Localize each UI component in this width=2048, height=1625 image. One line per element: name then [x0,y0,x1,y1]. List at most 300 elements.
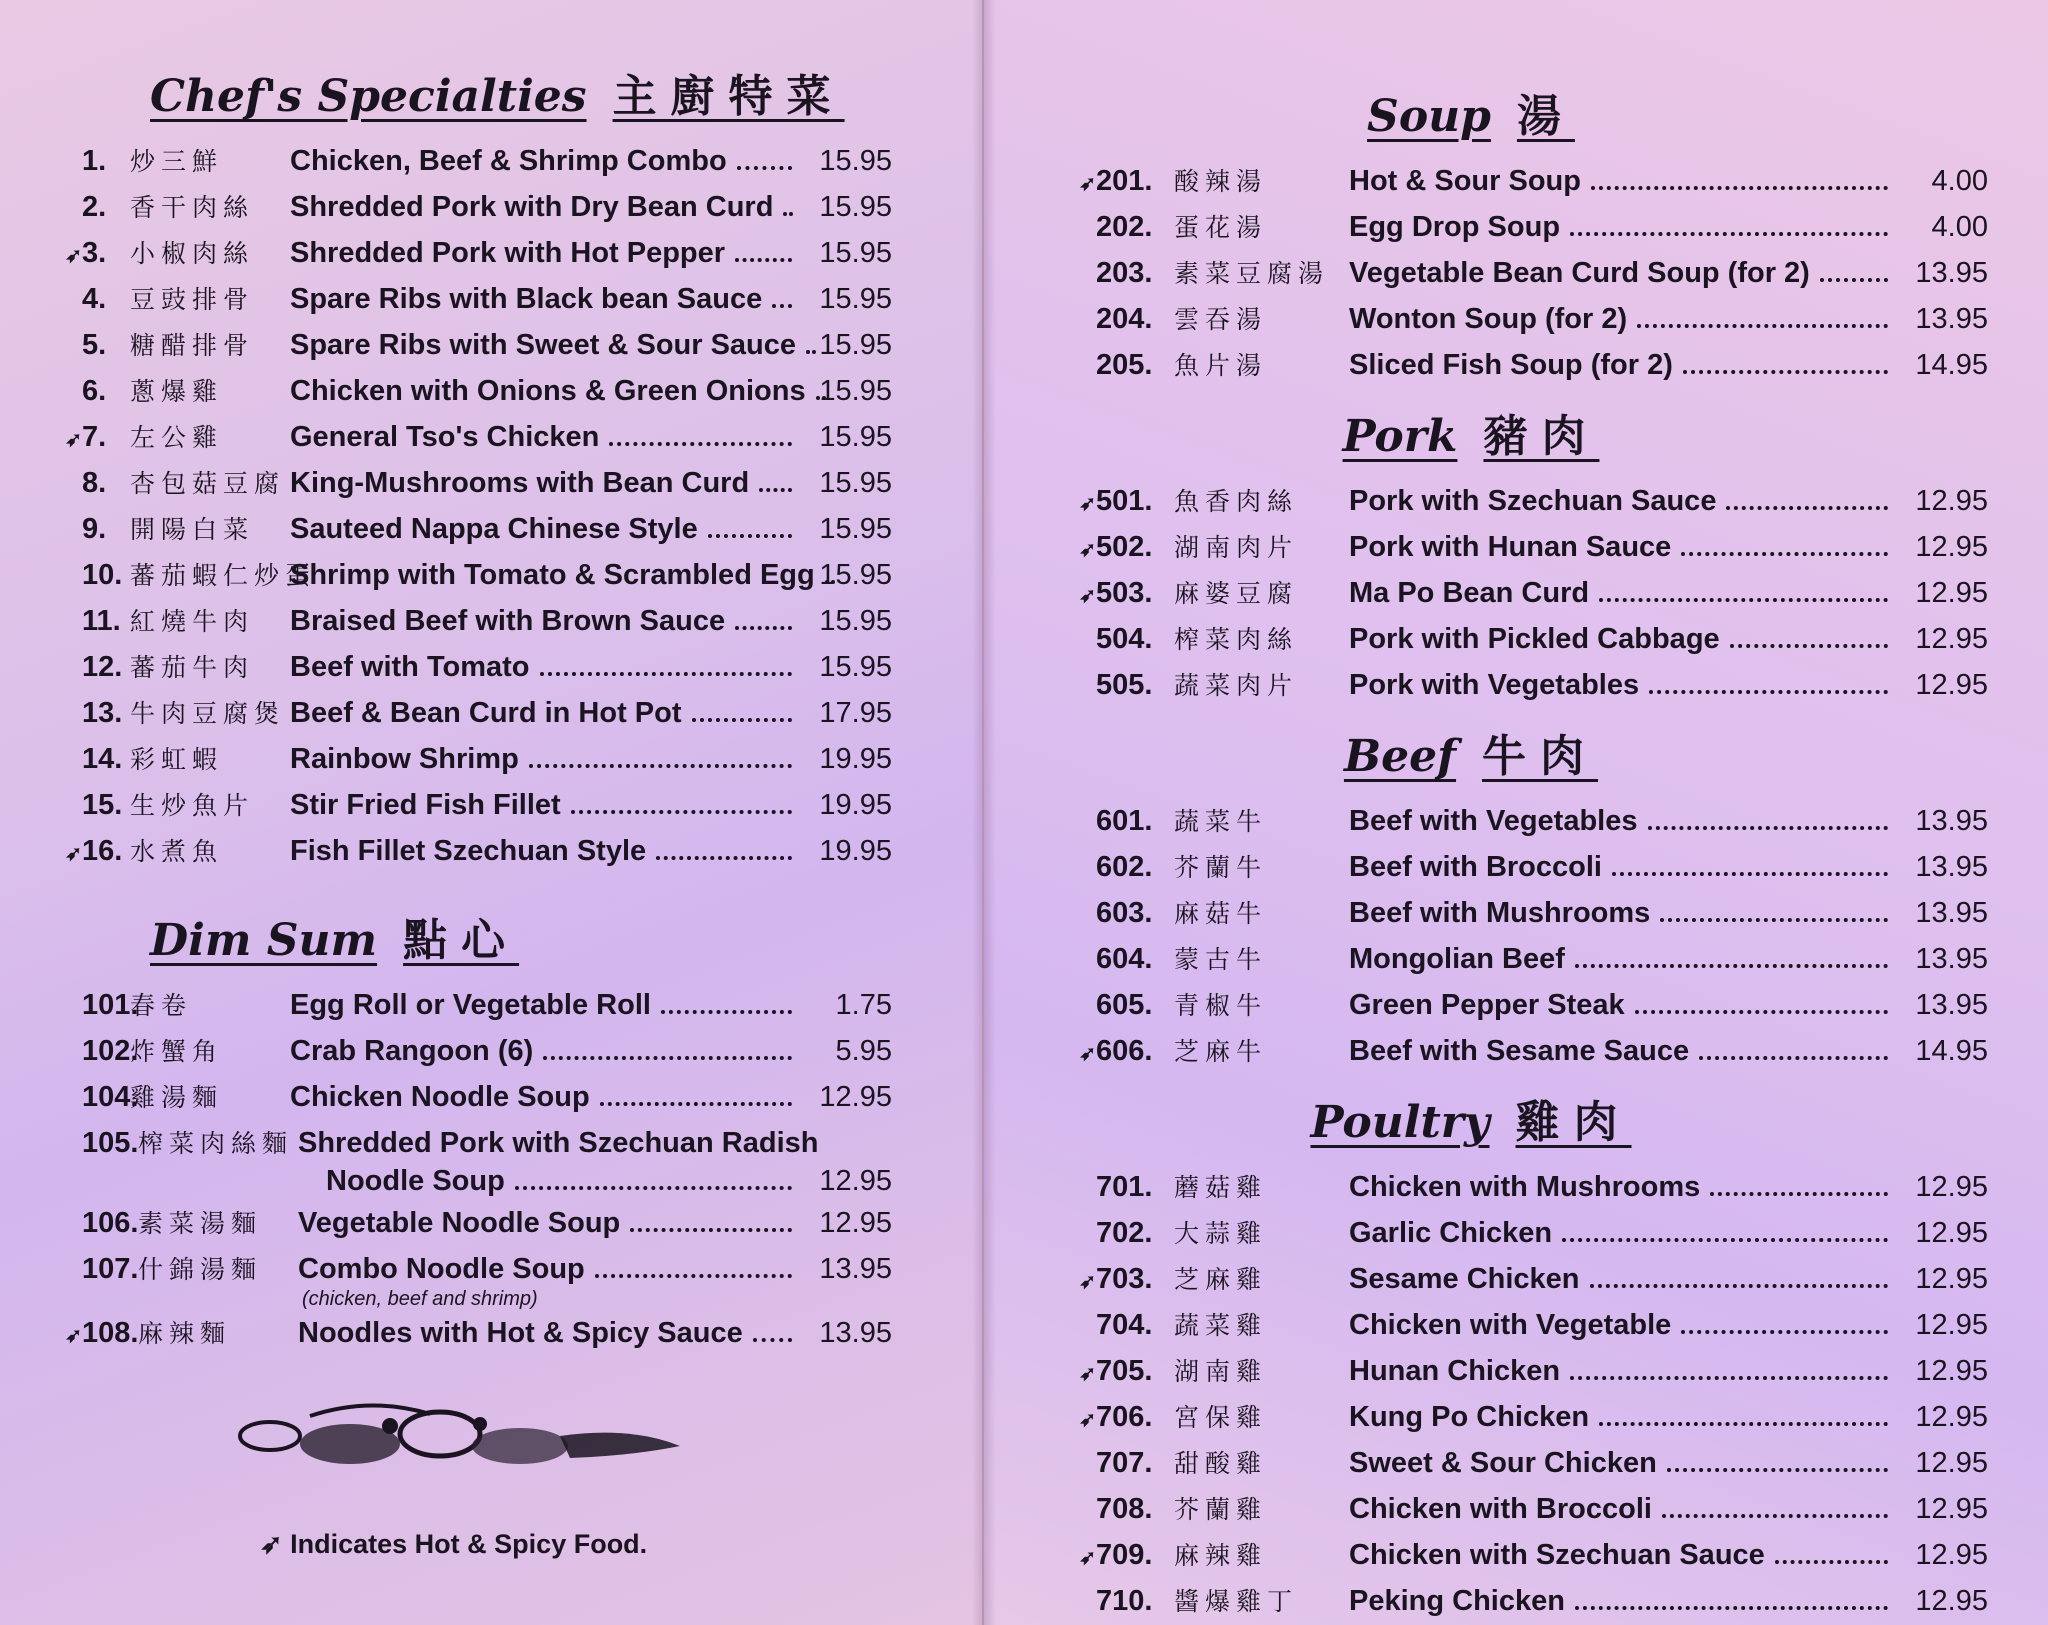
section-title-en: Pork [1342,411,1458,462]
dot-leader [543,1056,792,1060]
soup-list [1074,158,1988,388]
item-english-text: Spare Ribs with Black bean Sauce [290,283,763,315]
item-price: 13.95 [819,1253,892,1285]
item-english-line2-text: Noodle Soup [326,1165,505,1197]
item-english-name [290,230,800,276]
poultry-list [1074,1164,1988,1624]
item-english-name [1349,1028,1896,1074]
item-number: 14. [82,743,123,775]
spicy-icon: ➶ [65,843,82,865]
pork-list [1074,478,1988,708]
item-english-text: Sweet & Sour Chicken [1349,1447,1657,1479]
menu-item [1074,1164,1988,1210]
item-number: 6. [82,375,107,407]
item-english-text: Pork with Vegetables [1349,669,1640,701]
item-number: 10. [82,559,123,591]
item-english-name [290,368,806,414]
section-title-beef [1074,720,1988,784]
spicy-icon: ➶ [1079,493,1096,515]
spicy-icon: ➶ [1079,585,1096,607]
item-english-line1: Shredded Pork with Szechuan Radish [298,1127,819,1159]
item-chinese-name: 青椒牛 [1174,991,1268,1020]
menu-item [1074,158,1988,204]
item-number: 108. [82,1317,139,1349]
item-english-name [1349,890,1896,936]
item-price: 15.95 [819,237,892,269]
item-english-name [290,1074,800,1120]
menu-item [60,782,892,828]
item-number: 702. [1096,1217,1153,1249]
item-chinese-name: 醬爆雞丁 [1174,1587,1299,1616]
item-english-name [1349,1256,1896,1302]
menu-item [1074,342,1988,388]
menu-item [1074,844,1988,890]
item-chinese-name: 素菜湯麵 [138,1209,263,1238]
item-chinese-name: 素菜豆腐湯 [1174,259,1330,288]
item-english-text: Chicken with Broccoli [1349,1493,1652,1525]
item-price: 15.95 [819,605,892,637]
item-english-line1 [298,1250,892,1288]
dot-leader [1599,1422,1888,1426]
menu-item [60,1310,892,1356]
section-title-en: Chef's Specialties [150,71,587,122]
item-number: 201. [1096,165,1153,197]
item-english-name [298,1250,892,1310]
item-price: 13.95 [1915,303,1988,335]
item-english-text: Chicken with Szechuan Sauce [1349,1539,1765,1571]
item-english-name [298,1124,892,1200]
dot-leader [1681,552,1888,556]
menu-item [60,138,892,184]
item-number: 705. [1096,1355,1153,1387]
menu-item [1074,936,1988,982]
section-title-poultry [1074,1086,1988,1150]
menu-item [1074,204,1988,250]
menu-item [1074,1440,1988,1486]
item-number: 7. [82,421,107,453]
item-english-text: Hot & Sour Soup [1349,165,1581,197]
item-english-text: King-Mushrooms with Bean Curd [290,467,750,499]
item-price: 12.95 [1915,1585,1988,1617]
item-price: 12.95 [1915,1493,1988,1525]
menu-item [1074,478,1988,524]
item-english-name [1349,1440,1896,1486]
menu-item [1074,1578,1988,1624]
menu-item [1074,1394,1988,1440]
item-number: 605. [1096,989,1153,1021]
spicy-icon: ➶ [65,429,82,451]
item-price: 12.95 [1915,1309,1988,1341]
item-chinese-name: 水煮魚 [130,837,224,866]
dot-leader [1667,1468,1888,1472]
menu-item [1074,982,1988,1028]
item-price: 19.95 [819,743,892,775]
menu-item [1074,1210,1988,1256]
item-chinese-name: 麻婆豆腐 [1174,579,1299,608]
item-number: 205. [1096,349,1153,381]
section-title-en: Poultry [1310,1097,1490,1148]
item-english-name [1349,1532,1896,1578]
item-price: 15.95 [819,421,892,453]
menu-item [60,1028,892,1074]
item-english-text: Pork with Szechuan Sauce [1349,485,1717,517]
item-english-text: Chicken with Mushrooms [1349,1171,1701,1203]
item-english-text: Shredded Pork with Dry Bean Curd [290,191,774,223]
item-english-text: Sliced Fish Soup (for 2) [1349,349,1673,381]
menu-item [1074,1486,1988,1532]
dot-leader [595,1274,792,1278]
menu-item [1074,1532,1988,1578]
item-chinese-name: 芥蘭牛 [1174,853,1268,882]
item-number: 107. [82,1253,139,1285]
item-english-text: Pork with Pickled Cabbage [1349,623,1720,655]
dot-leader [1820,278,1888,282]
item-number: 101. [82,989,139,1021]
menu-item [60,506,892,552]
item-english-text: Fish Fillet Szechuan Style [290,835,647,867]
spicy-icon: ➶ [1079,1363,1096,1385]
item-english-text: Vegetable Bean Curd Soup (for 2) [1349,257,1810,289]
spicy-icon: ➶ [1079,1409,1096,1431]
item-english-name [1349,1210,1896,1256]
dot-leader [1775,1560,1888,1564]
spicy-icon: ➶ [1079,173,1096,195]
item-english-text: Shrimp with Tomato & Scrambled Egg [290,559,815,591]
item-chinese-name: 榨菜肉絲麵 [138,1129,294,1158]
item-chinese-name: 彩虹蝦 [130,745,224,774]
item-price: 12.95 [1915,485,1988,517]
menu-item [60,1074,892,1120]
section-title-zh: 牛肉 [1482,731,1599,782]
item-number: 5. [82,329,107,361]
item-price: 17.95 [819,697,892,729]
item-english-name [1349,250,1896,296]
dot-leader [1575,1606,1888,1610]
item-english-text: Stir Fried Fish Fillet [290,789,561,821]
item-english-text: Shredded Pork with Hot Pepper [290,237,726,269]
item-chinese-name: 麻菇牛 [1174,899,1268,928]
item-english-name [1349,478,1896,524]
item-english-name [290,552,815,598]
item-number: 104. [82,1081,139,1113]
item-number: 202. [1096,211,1153,243]
dot-leader [735,258,792,262]
menu-item [1074,890,1988,936]
item-price: 12.95 [1915,1355,1988,1387]
item-price: 14.95 [1915,1035,1988,1067]
menu-item [60,276,892,322]
item-number: 11. [82,605,121,637]
item-price: 4.00 [1931,211,1988,243]
item-number: 13. [82,697,123,729]
menu-item [1074,1028,1988,1074]
item-number: 709. [1096,1539,1153,1571]
right-page [982,0,2048,1625]
item-chinese-name: 炒三鮮 [130,147,224,176]
item-english-text: Beef with Broccoli [1349,851,1602,883]
item-price: 15.95 [819,145,892,177]
item-price: 13.95 [1915,805,1988,837]
menu-item [1074,798,1988,844]
beef-list [1074,798,1988,1074]
item-chinese-name: 酸辣湯 [1174,167,1268,196]
menu-item [60,414,892,460]
item-number: 102. [82,1035,139,1067]
vegetable-ornament-icon [230,1396,892,1491]
dot-leader [1662,1514,1888,1518]
item-english-name [290,598,800,644]
section-title-soup [1074,80,1988,144]
item-english-text: Beef with Vegetables [1349,805,1638,837]
item-price: 15.95 [819,191,892,223]
item-english-name [1349,1348,1896,1394]
item-price: 12.95 [1915,1401,1988,1433]
item-english-text: Pork with Hunan Sauce [1349,531,1672,563]
item-english-name [290,184,800,230]
dot-leader [772,304,792,308]
item-english-name [1349,936,1896,982]
menu-item [60,828,892,874]
dot-leader [1590,1284,1888,1288]
item-chinese-name: 豆豉排骨 [130,285,255,314]
dot-leader [529,764,792,768]
spicy-icon: ➶ [65,245,82,267]
item-english-text: Mongolian Beef [1349,943,1565,975]
menu-item [60,230,892,276]
item-english-name [290,460,800,506]
item-price: 15.95 [819,283,892,315]
section-title-en: Dim Sum [150,915,378,966]
item-chinese-name: 魚香肉絲 [1174,487,1299,516]
spicy-icon: ➶ [1079,1043,1096,1065]
item-number: 106. [82,1207,139,1239]
item-number: 704. [1096,1309,1153,1341]
menu-item [1074,1302,1988,1348]
item-english-name [290,782,800,828]
item-english-name [290,322,800,368]
item-english-text: Kung Po Chicken [1349,1401,1590,1433]
item-english-name [1349,1394,1896,1440]
dot-leader [1637,324,1888,328]
item-chinese-name: 牛肉豆腐煲 [130,699,286,728]
menu-item [60,552,892,598]
item-price: 13.95 [1915,257,1988,289]
item-description: (chicken, beef and shrimp) [302,1288,538,1310]
chef-specialties-list [60,138,892,874]
item-price: 12.95 [1915,577,1988,609]
item-chinese-name: 麻辣麵 [138,1319,232,1348]
item-english-name [290,644,800,690]
item-english-name [1349,524,1896,570]
item-english-name [290,736,800,782]
section-title-zh: 點心 [403,915,520,966]
item-chinese-name: 小椒肉絲 [130,239,255,268]
dot-leader [1681,1330,1888,1334]
item-number: 15. [82,789,123,821]
item-chinese-name: 蔬菜雞 [1174,1311,1268,1340]
item-english-name [298,1310,800,1356]
item-price: 13.95 [819,1317,892,1349]
item-chinese-name: 杏包菇豆腐 [130,469,286,498]
item-number: 701. [1096,1171,1153,1203]
item-chinese-name: 炸蟹角 [130,1037,224,1066]
menu-item [60,1246,892,1310]
item-number: 1. [82,145,107,177]
section-title-pork [1074,400,1988,464]
item-number: 703. [1096,1263,1153,1295]
item-english-text: Hunan Chicken [1349,1355,1561,1387]
dot-leader [737,166,792,170]
dot-leader [1649,690,1888,694]
item-english-text: Ma Po Bean Curd [1349,577,1590,609]
section-title-zh: 湯 [1516,91,1575,142]
dot-leader [571,810,792,814]
item-english-text: Egg Roll or Vegetable Roll [290,989,651,1021]
dot-leader [1612,872,1888,876]
item-english-text: Sesame Chicken [1349,1263,1580,1295]
item-price: 15.95 [819,513,892,545]
item-english-name [1349,342,1896,388]
item-chinese-name: 大蒜雞 [1174,1219,1268,1248]
item-price: 15.95 [819,329,892,361]
spicy-legend [60,1529,892,1560]
item-number: 203. [1096,257,1153,289]
menu-item [60,598,892,644]
item-english-name [290,138,800,184]
dot-leader [1591,186,1888,190]
item-number: 505. [1096,669,1153,701]
spicy-icon: ➶ [1079,1547,1096,1569]
dot-leader [1599,598,1888,602]
dot-leader [515,1186,792,1190]
dot-leader [1575,964,1888,968]
spicy-legend-icon: ➶ [260,1529,283,1559]
item-english-text: Crab Rangoon (6) [290,1035,534,1067]
menu-item [60,690,892,736]
item-english-text: Egg Drop Soup [1349,211,1561,243]
spicy-icon: ➶ [1079,539,1096,561]
item-chinese-name: 芥蘭雞 [1174,1495,1268,1524]
dot-leader [759,488,792,492]
menu-item [1074,296,1988,342]
spacer [60,874,892,904]
menu-item [60,1120,892,1200]
item-price: 12.95 [1915,1539,1988,1571]
item-number: 603. [1096,897,1153,929]
dot-leader [1570,232,1888,236]
item-english-text: Garlic Chicken [1349,1217,1553,1249]
item-chinese-name: 宮保雞 [1174,1403,1268,1432]
item-english-text: Vegetable Noodle Soup [298,1207,621,1239]
section-title-zh: 主廚特菜 [612,71,845,122]
item-chinese-name: 春卷 [130,991,193,1020]
item-price: 1.75 [835,989,892,1021]
item-price: 13.95 [1915,989,1988,1021]
item-english-text: Beef & Bean Curd in Hot Pot [290,697,682,729]
item-number: 2. [82,191,107,223]
item-price: 12.95 [1915,1217,1988,1249]
section-title-en: Soup [1367,91,1491,142]
item-price: 19.95 [819,789,892,821]
item-number: 606. [1096,1035,1153,1067]
item-english-text: Spare Ribs with Sweet & Sour Sauce [290,329,797,361]
item-price: 12.95 [819,1081,892,1113]
item-english-text: Combo Noodle Soup [298,1253,585,1285]
item-english-text: Rainbow Shrimp [290,743,519,775]
item-english-text: Peking Chicken [1349,1585,1565,1617]
menu-item [60,982,892,1028]
item-chinese-name: 糖醋排骨 [130,331,255,360]
section-title-zh: 豬肉 [1483,411,1600,462]
item-chinese-name: 生炒魚片 [130,791,255,820]
dot-leader [753,1338,792,1342]
menu-item [60,460,892,506]
dot-leader [1648,826,1889,830]
item-english-text: Noodles with Hot & Spicy Sauce [298,1317,743,1349]
item-chinese-name: 雲吞湯 [1174,305,1268,334]
item-chinese-name: 湖南肉片 [1174,533,1299,562]
dot-leader [1726,506,1888,510]
item-english-text: Braised Beef with Brown Sauce [290,605,726,637]
dim-sum-list [60,982,892,1120]
item-english-text: Chicken with Onions & Green Onions [290,375,806,407]
item-english-name [1349,296,1896,342]
item-english-text: Beef with Tomato [290,651,530,683]
item-chinese-name: 紅燒牛肉 [130,607,255,636]
menu-item [60,368,892,414]
dot-leader [692,718,792,722]
menu-item [60,184,892,230]
item-number: 12. [82,651,123,683]
section-title-zh: 雞肉 [1515,1097,1632,1148]
item-number: 602. [1096,851,1153,883]
item-chinese-name: 芝麻牛 [1174,1037,1268,1066]
item-english-name [1349,204,1896,250]
dot-leader [735,626,792,630]
item-price: 13.95 [1915,943,1988,975]
item-number: 8. [82,467,107,499]
item-price: 15.95 [819,651,892,683]
item-chinese-name: 蒙古牛 [1174,945,1268,974]
item-number: 710. [1096,1585,1153,1617]
item-price: 12.95 [1915,531,1988,563]
dot-leader [1699,1056,1888,1060]
item-chinese-name: 什錦湯麵 [138,1255,263,1284]
section-title-en: Beef [1343,731,1457,782]
item-english-text: Beef with Sesame Sauce [1349,1035,1690,1067]
item-chinese-name: 榨菜肉絲 [1174,625,1299,654]
item-chinese-name: 芝麻雞 [1174,1265,1268,1294]
dot-leader [1730,644,1888,648]
item-price: 19.95 [819,835,892,867]
item-english-name [290,414,800,460]
item-number: 204. [1096,303,1153,335]
item-english-name [1349,844,1896,890]
dot-leader [1570,1376,1888,1380]
menu-item [1074,662,1988,708]
item-number: 707. [1096,1447,1153,1479]
item-chinese-name: 蔬菜牛 [1174,807,1268,836]
item-chinese-name: 雞湯麵 [130,1083,224,1112]
menu-item [60,322,892,368]
dot-leader [600,1102,792,1106]
menu-item [1074,250,1988,296]
item-english-name [1349,570,1896,616]
dot-leader [609,442,792,446]
item-price: 14.95 [1915,349,1988,381]
item-chinese-name: 開陽白菜 [130,515,255,544]
spicy-legend-text: Indicates Hot & Spicy Food. [290,1529,648,1559]
